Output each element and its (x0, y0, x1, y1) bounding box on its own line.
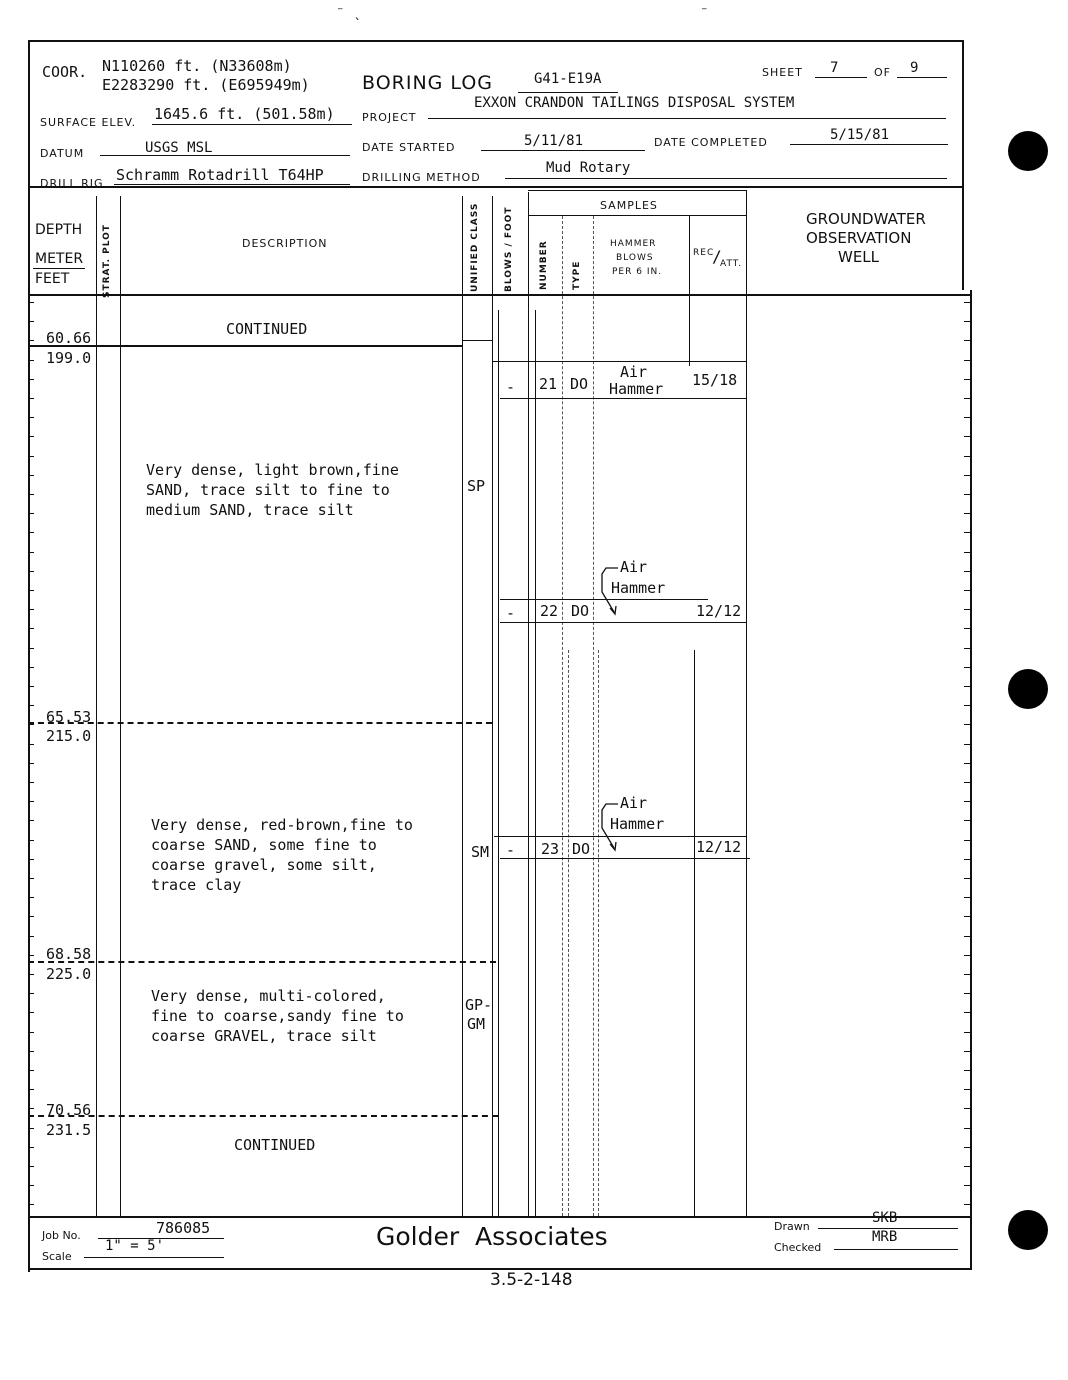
stratum-description-2: Very dense, red-brown,fine to coarse SAND, some fine to coarse gravel, some silt, trace clay (151, 816, 413, 894)
scale-tick (28, 590, 34, 591)
scale-label: Scale (42, 1250, 72, 1263)
scale-tick (28, 878, 34, 879)
scan-mark: ⁻ ˎ (336, 4, 362, 20)
scale-tick (964, 878, 970, 879)
observation-header: OBSERVATION (806, 229, 912, 247)
rec-header: REC (693, 248, 715, 258)
datum: USGS MSL (145, 140, 213, 156)
page-number: 3.5-2-148 (490, 1270, 573, 1290)
stratum-description-1: Very dense, light brown,fine SAND, trace silt to fine to medium SAND, trace silt (146, 461, 399, 519)
hammer-blows-header: BLOWS (616, 253, 654, 263)
sample-23-hammer: Air (620, 794, 648, 812)
scale-tick (964, 801, 970, 802)
scale-tick (28, 628, 34, 629)
scale-tick (28, 1185, 34, 1186)
well-header: WELL (838, 248, 880, 266)
sample-23-hammer-2: Hammer (610, 815, 665, 833)
scale-tick (964, 1051, 970, 1052)
binder-hole (1008, 669, 1048, 709)
scale-tick (964, 456, 970, 457)
scale-tick (964, 417, 970, 418)
of-label: OF (874, 66, 891, 79)
description-header: DESCRIPTION (242, 237, 328, 250)
drawn-by: SKB (872, 1210, 898, 1226)
scale-tick (964, 744, 970, 745)
depth-feet-1: 199.0 (46, 349, 92, 367)
scale-tick (964, 1012, 970, 1013)
scale-tick (964, 436, 970, 437)
scale-tick (28, 859, 34, 860)
stratum-description-3: Very dense, multi-colored, fine to coarse,sandy fine to coarse GRAVEL, trace silt (151, 987, 404, 1045)
scale-tick (964, 1032, 970, 1033)
scale-tick (964, 379, 970, 380)
sample-22-blows: - (506, 604, 516, 622)
date-started: 5/11/81 (524, 133, 584, 149)
surface-elev-label: SURFACE ELEV. (40, 116, 137, 129)
scale-tick (28, 993, 34, 994)
scale-tick (964, 1108, 970, 1109)
job-label: Job No. (42, 1229, 81, 1242)
scale-tick (28, 648, 34, 649)
scale-tick (28, 782, 34, 783)
scale-tick (28, 475, 34, 476)
sample-21-blows: - (506, 378, 516, 396)
hammer-per-header: PER 6 IN. (612, 267, 663, 277)
scale-tick (964, 475, 970, 476)
scale-tick (964, 897, 970, 898)
scan-mark: ⁻ (700, 4, 709, 20)
scale-tick (964, 494, 970, 495)
scale-tick (28, 532, 34, 533)
stratum-boundary-2 (28, 722, 492, 724)
scale-tick (964, 667, 970, 668)
scale-tick (28, 494, 34, 495)
scale-tick (964, 590, 970, 591)
depth-meter-1: 60.66 (46, 329, 92, 347)
scale-tick (28, 1012, 34, 1013)
drill-rig-label: DRILL RIG (40, 177, 104, 190)
scale-tick (964, 782, 970, 783)
binder-hole (1008, 1210, 1048, 1250)
strat-plot-header: STRAT. PLOT (102, 224, 112, 298)
scale-tick (28, 456, 34, 457)
scale-tick (28, 820, 34, 821)
hammer-header: HAMMER (610, 239, 657, 249)
stratum-boundary-4 (28, 1115, 498, 1117)
checked-by: MRB (872, 1229, 898, 1245)
datum-label: DATUM (40, 147, 85, 160)
scale-tick (964, 859, 970, 860)
scale-tick (28, 379, 34, 380)
scale-tick (964, 993, 970, 994)
scale-tick (964, 609, 970, 610)
type-header: TYPE (572, 260, 582, 290)
project-label: PROJECT (362, 111, 417, 124)
scale-tick (964, 840, 970, 841)
scale-tick (28, 744, 34, 745)
sample-23-recovery: 12/12 (696, 838, 742, 856)
groundwater-header: GROUNDWATER (806, 210, 926, 228)
boring-id: G41-E19A (534, 71, 602, 87)
sample-22-hammer-2: Hammer (611, 579, 666, 597)
stratum-boundary-3 (28, 961, 496, 963)
page-title: BORING LOG (362, 72, 494, 94)
date-completed-label: DATE COMPLETED (654, 136, 768, 149)
scale-tick (28, 763, 34, 764)
feet-header: FEET (35, 271, 70, 287)
scale-tick (964, 552, 970, 553)
scale-tick (28, 513, 34, 514)
sample-22-type: DO (571, 602, 590, 620)
sample-23-blows: - (506, 841, 516, 859)
scale-tick (28, 321, 34, 322)
scale-tick (964, 321, 970, 322)
scale-tick (28, 936, 34, 937)
scale-tick (28, 1166, 34, 1167)
continued-bottom: CONTINUED (234, 1136, 316, 1154)
scale-tick (28, 801, 34, 802)
stratum-class-1: SP (467, 477, 486, 495)
depth-meter-3: 68.58 (46, 945, 92, 963)
depth-feet-4: 231.5 (46, 1121, 92, 1139)
scale-tick (28, 1128, 34, 1129)
scale-tick (964, 360, 970, 361)
scale-tick (28, 1147, 34, 1148)
scale-tick (964, 571, 970, 572)
sample-21-hammer-2: Hammer (609, 380, 664, 398)
scale-tick (964, 1089, 970, 1090)
drilling-method-label: DRILLING METHOD (362, 171, 481, 184)
scale-tick (28, 705, 34, 706)
sample-21-hammer: Air (620, 363, 648, 381)
rec-att-slash: / (712, 247, 722, 266)
depth-meter-2: 65.53 (46, 708, 92, 726)
sample-21-type: DO (570, 375, 589, 393)
scale-tick (28, 686, 34, 687)
scale-tick (964, 1204, 970, 1205)
drawn-label: Drawn (774, 1220, 810, 1233)
scale-tick (964, 916, 970, 917)
scale-tick (964, 1128, 970, 1129)
scale-tick (28, 340, 34, 341)
scale-tick (964, 532, 970, 533)
sample-21-number: 21 (539, 375, 558, 393)
sample-22-hammer: Air (620, 558, 648, 576)
stratum-class-2: SM (471, 843, 490, 861)
checked-label: Checked (774, 1241, 822, 1254)
scale-tick (28, 1204, 34, 1205)
scale-tick (28, 609, 34, 610)
company-name: Golder Associates (376, 1222, 608, 1251)
drilling-method: Mud Rotary (546, 160, 631, 176)
samples-header: SAMPLES (600, 199, 658, 212)
scale-tick (964, 974, 970, 975)
sample-23-type: DO (572, 840, 591, 858)
scale-tick (28, 417, 34, 418)
scale-tick (28, 360, 34, 361)
scale-tick (28, 897, 34, 898)
scale-tick (964, 724, 970, 725)
sample-22-number: 22 (540, 602, 559, 620)
scale-tick (28, 1032, 34, 1033)
depth-feet-2: 215.0 (46, 727, 92, 745)
depth-header: DEPTH (35, 222, 83, 238)
scale-tick (28, 724, 34, 725)
drill-rig: Schramm Rotadrill T64HP (116, 166, 324, 184)
continued-top: CONTINUED (226, 320, 308, 338)
sample-22-arrow (596, 560, 626, 620)
meter-header: METER (35, 251, 84, 267)
stratum-boundary-1 (28, 345, 462, 347)
scale-tick (964, 936, 970, 937)
sample-21-recovery: 15/18 (692, 371, 738, 389)
scale-tick (964, 648, 970, 649)
scale-tick (28, 1051, 34, 1052)
scale-tick (28, 436, 34, 437)
scale-tick (28, 302, 34, 303)
sample-22-recovery: 12/12 (696, 602, 742, 620)
scale-tick (28, 974, 34, 975)
coor-east: E2283290 ft. (E695949m) (102, 76, 310, 94)
scale-tick (964, 955, 970, 956)
coor-north: N110260 ft. (N33608m) (102, 57, 292, 75)
blows-foot-header: BLOWS / FOOT (504, 206, 514, 292)
scale-tick (28, 571, 34, 572)
project: EXXON CRANDON TAILINGS DISPOSAL SYSTEM (474, 95, 795, 111)
scale-tick (28, 1070, 34, 1071)
scale-tick (964, 1185, 970, 1186)
scale-tick (964, 513, 970, 514)
scale-tick (28, 552, 34, 553)
scale: 1" = 5' (105, 1238, 165, 1254)
depth-feet-3: 225.0 (46, 965, 92, 983)
unified-class-header: UNIFIED CLASS (470, 202, 480, 292)
scale-tick (28, 916, 34, 917)
scale-tick (28, 667, 34, 668)
binder-hole (1008, 131, 1048, 171)
scale-tick (964, 340, 970, 341)
number-header: NUMBER (539, 240, 549, 290)
scale-tick (964, 705, 970, 706)
scale-tick (964, 628, 970, 629)
stratum-class-3b: GM (467, 1015, 486, 1033)
sheet-total: 9 (910, 60, 919, 76)
sheet-number: 7 (830, 60, 839, 76)
scale-tick (964, 1147, 970, 1148)
scale-tick (28, 1089, 34, 1090)
scale-tick (964, 763, 970, 764)
scale-tick (964, 398, 970, 399)
scale-tick (964, 302, 970, 303)
stratum-class-3a: GP- (465, 996, 493, 1014)
att-header: ATT. (720, 259, 743, 269)
date-completed: 5/15/81 (830, 127, 890, 143)
scale-tick (28, 1108, 34, 1109)
scale-tick (964, 686, 970, 687)
scale-tick (28, 840, 34, 841)
sheet-label: SHEET (762, 66, 803, 79)
scale-tick (28, 955, 34, 956)
coor-label: COOR. (42, 63, 88, 81)
depth-meter-4: 70.56 (46, 1101, 92, 1119)
scale-tick (28, 398, 34, 399)
sample-23-arrow (596, 796, 626, 856)
scale-tick (964, 1166, 970, 1167)
sample-23-number: 23 (541, 840, 560, 858)
scale-tick (964, 1070, 970, 1071)
date-started-label: DATE STARTED (362, 141, 456, 154)
surface-elev: 1645.6 ft. (501.58m) (154, 105, 335, 123)
job-number: 786085 (156, 1219, 211, 1237)
scale-tick (964, 820, 970, 821)
